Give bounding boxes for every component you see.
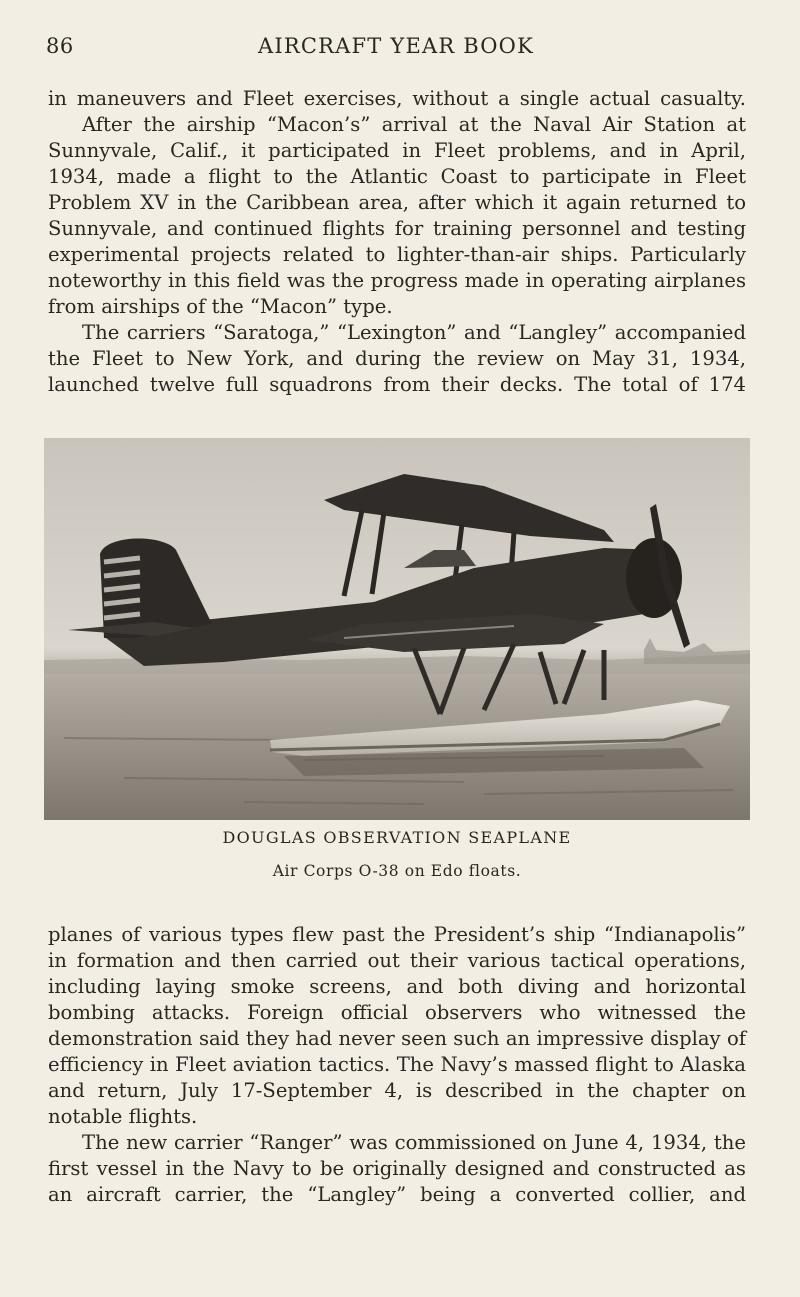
paragraph: planes of various types flew past the President’s ship “Indianapolis” in formation and then carried out their various tactical operations, including laying smoke screens, and both diving and horizontal bombing attacks. Foreign official observers who witnessed the demonstration said they had never seen such an impressive display of efficiency in Fleet aviation tactics. The Navy’s massed flight to Alaska and return, July 17-September 4, is described in the chapter on notable flights.	[48, 923, 746, 1128]
paragraph: After the airship “Macon’s” arrival at the Naval Air Station at Sunnyvale, Calif., it participated in Fleet problems, and in April, 1934, made a flight to the Atlantic Coast to participate in Fleet Problem XV in the Caribbean area, after which it again returned to Sunnyvale, and continued flights for training personnel and testing experimental projects related to lighter-than-air ships. Particularly noteworthy in this field was the progress made in operating airplanes from airships of the “Macon” type.	[48, 113, 746, 318]
page-number: 86	[46, 34, 74, 58]
figure-caption-subtitle: Air Corps O-38 on Edo floats.	[272, 862, 522, 880]
page-header	[46, 34, 746, 64]
figure-caption-title: DOUGLAS OBSERVATION SEAPLANE	[222, 828, 572, 847]
paragraph: The carriers “Saratoga,” “Lexington” and “Langley” accompanied the Fleet to New York, and during the review on May 31, 1934, launched twelve full squadrons from their decks. The total of 174	[48, 321, 746, 396]
running-title: AIRCRAFT YEAR BOOK	[258, 34, 534, 58]
paragraph: in maneuvers and Fleet exercises, without a single actual casualty.	[48, 87, 746, 110]
seaplane-photograph	[44, 438, 750, 820]
seaplane-illustration	[44, 438, 750, 820]
paragraph: The new carrier “Ranger” was commissioned on June 4, 1934, the first vessel in the Navy to be originally designed and constructed as an aircraft carrier, the “Langley” being a converted collier, and	[48, 1131, 746, 1206]
body-text-top	[48, 86, 746, 398]
body-text-bottom	[48, 922, 746, 1208]
